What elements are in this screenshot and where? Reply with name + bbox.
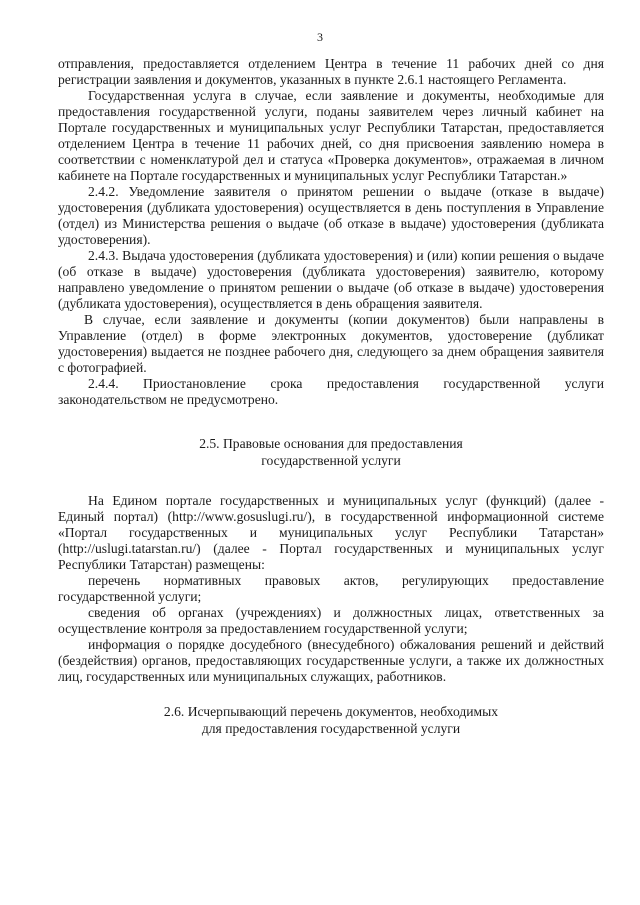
paragraph-portal-service: Государственная услуга в случае, если заявление и документы, необходимые для предоставления государственной услуги, поданы заявителем через личный кабинет на Портале государственных и муниципальных услуг Республики Татарстан, предоставляется отделением Центра в течение 11 рабочих дней, со дня присвоения заявлению номера в соответствии с номенклатурой дел и статуса «Проверка документов», отражаемая в личном кабинете на Портале государственных и муниципальных услуг Республики Татарстан.» (58, 88, 604, 183)
heading-line: государственной услуги (261, 453, 401, 468)
page-number: 3 (317, 30, 323, 44)
list-item-appeal-procedure: информация о порядке досудебного (внесудебного) обжалования решений и действий (бездействия) органов, предоставляющих государственные услуги, а также их должностных лиц, государственных или муниципальных служащих, работников. (58, 637, 604, 684)
paragraph-portals: На Едином портале государственных и муниципальных услуг (функций) (далее - Единый портал) (http://www.gosuslugi.ru/), в государственной информационной системе «Портал государственных и муниципальных услуг Республики Татарстан» (http://uslugi.tatarstan.ru/) (далее - Портал государственных и муниципальных услуг Республики Татарстан) размещены: (58, 493, 604, 572)
section-heading-2-6 (58, 703, 604, 737)
paragraph-electronic-documents: В случае, если заявление и документы (копии документов) были направлены в Управление (отдел) в форме электронных документов, удостоверение (дубликат удостоверения) выдается не позднее рабочего дня, следующего за днем обращения заявителя с фотографией. (58, 312, 604, 375)
heading-line: 2.6. Исчерпывающий перечень документов, необходимых (163, 704, 499, 719)
paragraph-2-4-2: 2.4.2. Уведомление заявителя о принятом решении о выдаче (отказе в выдаче) удостоверения (дубликата удостоверения) осуществляется в день поступления в Управление (отдел) из Министерства решения о выдаче (об отказе в выдаче) удостоверения (дубликата удостоверения). (58, 184, 604, 247)
paragraph-continuation: отправления, предоставляется отделением Центра в течение 11 рабочих дней со дня регистрации заявления и документов, указанных в пункте 2.6.1 настоящего Регламента. (58, 56, 604, 87)
section-heading-2-5 (58, 435, 604, 469)
paragraph-2-4-3: 2.4.3. Выдача удостоверения (дубликата удостоверения) и (или) копии решения о выдаче (об отказе в выдаче) удостоверения (дубликата удостоверения) заявителю, которому направлено уведомление о принятом решении о выдаче (об отказе в выдаче) удостоверения (дубликата удостоверения), осуществляется в день обращения заявителя. (58, 248, 604, 311)
document-body (58, 56, 604, 737)
heading-line: 2.5. Правовые основания для предоставления (199, 436, 463, 451)
list-item-legal-acts: перечень нормативных правовых актов, регулирующих предоставление государственной услуги; (58, 573, 604, 604)
paragraph-2-4-4: 2.4.4. Приостановление срока предоставления государственной услуги законодательством не предусмотрено. (58, 376, 604, 407)
list-item-control-bodies: сведения об органах (учреждениях) и должностных лицах, ответственных за осуществление контроля за предоставлением государственной услуги; (58, 605, 604, 636)
heading-line: для предоставления государственной услуги (201, 721, 461, 736)
